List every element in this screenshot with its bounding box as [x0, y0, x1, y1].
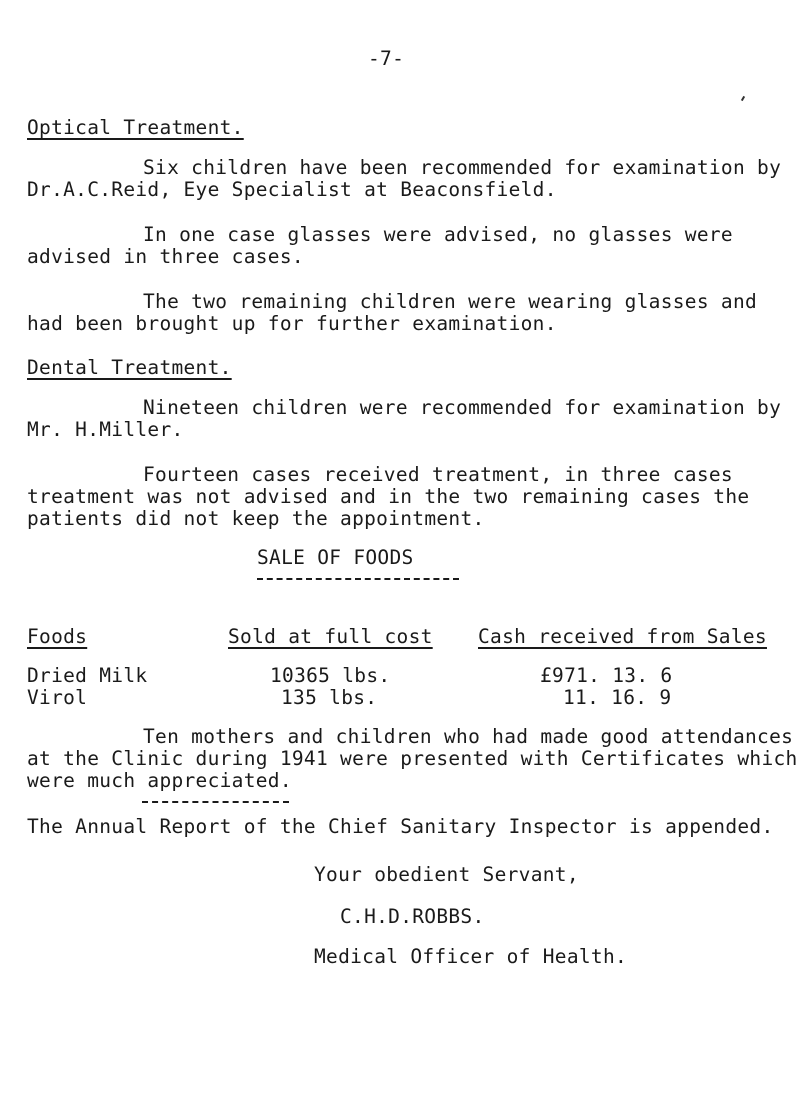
- optical-para1-line1: Six children have been recommended for examination by: [143, 156, 782, 179]
- scan-mark: [741, 96, 745, 101]
- table-row-2-cash: 11. 16. 9: [563, 686, 672, 709]
- dental-para2-line1: Fourteen cases received treatment, in three cases: [143, 463, 733, 486]
- sale-heading: SALE OF FOODS: [257, 546, 414, 569]
- table-row-1-cash: £971. 13. 6: [540, 664, 673, 687]
- optical-para2-line2: advised in three cases.: [27, 245, 304, 268]
- optical-para3-line2: had been brought up for further examination.: [27, 312, 557, 335]
- table-row-2-sold: 135 lbs.: [281, 686, 378, 709]
- certificates-line3: were much appreciated.: [27, 769, 292, 792]
- annual-report-note: The Annual Report of the Chief Sanitary Inspector is appended.: [27, 815, 774, 838]
- optical-para3-line1: The two remaining children were wearing glasses and: [143, 290, 758, 313]
- table-header-sold: Sold at full cost: [228, 625, 433, 648]
- table-header-foods: Foods: [27, 625, 88, 648]
- table-header-cash: Cash received from Sales: [478, 625, 767, 648]
- page-number: -7-: [368, 47, 405, 70]
- optical-heading: Optical Treatment.: [27, 116, 244, 139]
- sale-heading-rule: [257, 578, 459, 580]
- certificates-line1: Ten mothers and children who had made good attendances: [143, 725, 794, 748]
- dental-para2-line3: patients did not keep the appointment.: [27, 507, 485, 530]
- dental-para2-line2: treatment was not advised and in the two remaining cases the: [27, 485, 750, 508]
- table-row-1-sold: 10365 lbs.: [270, 664, 391, 687]
- dental-heading: Dental Treatment.: [27, 356, 232, 379]
- signature-title: Medical Officer of Health.: [314, 945, 628, 968]
- table-row-1-food: Dried Milk: [27, 664, 148, 687]
- dental-para1-line1: Nineteen children were recommended for examination by: [143, 396, 782, 419]
- dental-para1-line2: Mr. H.Miller.: [27, 418, 184, 441]
- optical-para1-line2: Dr.A.C.Reid, Eye Specialist at Beaconsfield.: [27, 178, 557, 201]
- table-row-2-food: Virol: [27, 686, 88, 709]
- certificates-line2: at the Clinic during 1941 were presented with Certificates which: [27, 747, 798, 770]
- signature-closing: Your obedient Servant,: [314, 863, 579, 886]
- signature-name: C.H.D.ROBBS.: [340, 905, 485, 928]
- optical-para2-line1: In one case glasses were advised, no glasses were: [143, 223, 733, 246]
- section-divider: [142, 801, 289, 803]
